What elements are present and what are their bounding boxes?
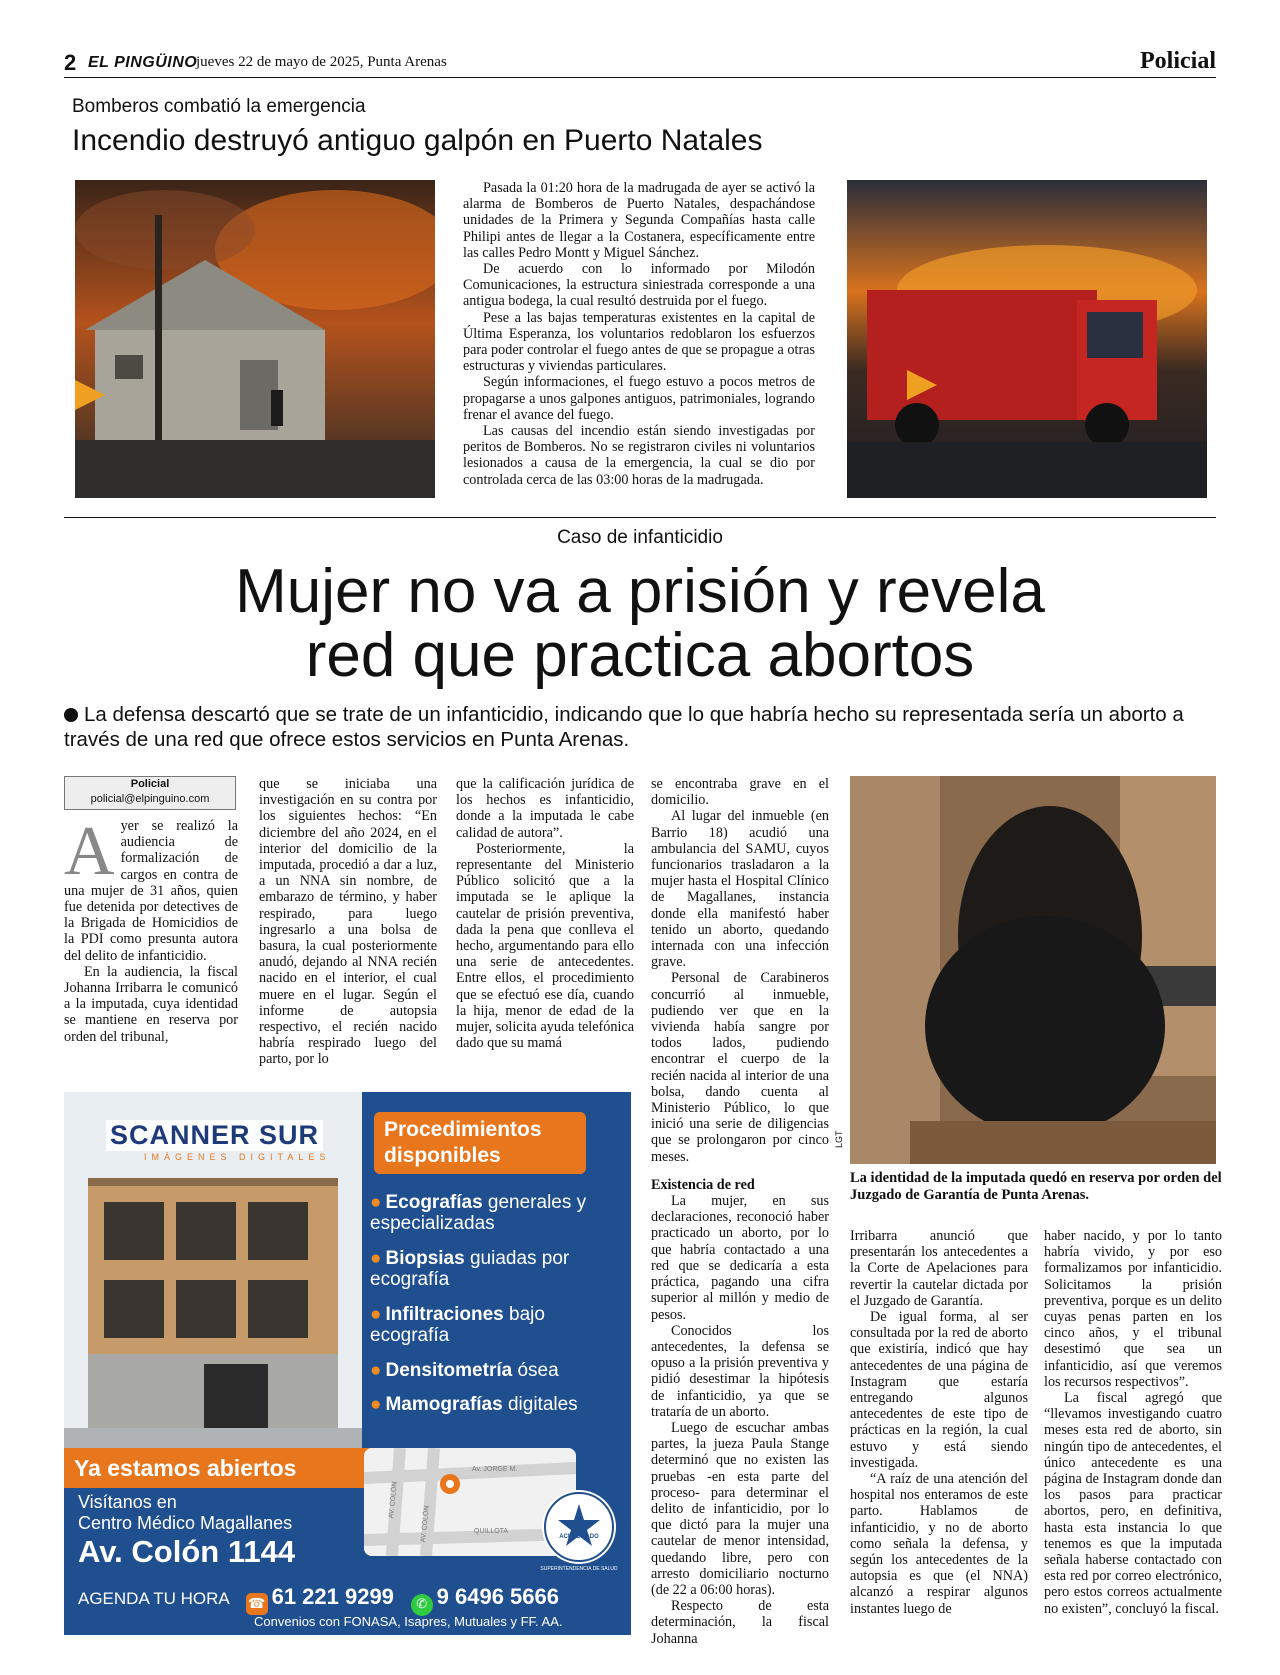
paragraph: Las causas del incendio están siendo investigadas por peritos de Bomberos. No se registraron civiles ni voluntarios lesionados a causa de la emergencia, la cual se dio por controlada cerca de las 03:00 horas de la madrugada.: [463, 423, 815, 488]
byline-email: policial@elpinguino.com: [90, 793, 210, 805]
map-label: QUILLOTA: [474, 1528, 509, 1535]
paragraph: Irribarra anunció que presentarán los antecedentes a la Corte de Apelaciones para revertir la cautelar dictada por el Juzgado de Garantía.: [850, 1228, 1028, 1309]
phone-icon: ☎: [246, 1593, 268, 1615]
visit-line: Visítanos en: [78, 1492, 177, 1512]
bullet-icon: ●: [370, 1248, 382, 1269]
paragraph: yer se realizó la audiencia de formalización de cargos en contra de una mujer de 31 años, quien fue detenida por detectives de la Brigada de Homicidios de la PDI como presunta autora del delito de infanticidio.: [64, 818, 238, 964]
scanner-sur-ad[interactable]: [64, 1092, 631, 1635]
service-name: Mamografías: [385, 1394, 503, 1415]
phone-number[interactable]: 61 221 9299: [271, 1584, 394, 1609]
paragraph: Personal de Carabineros concurrió al inmueble, pudiendo ver que en la vivienda había sangre por todos lados, pudiendo encontrar el cuerpo de la recién nacida al interior de una bolsa, dando cuenta al Ministerio Público, lo que inició una serie de diligencias que se prolongaron por cinco meses.: [651, 970, 829, 1165]
byline-section: Policial: [130, 778, 170, 790]
story2-lead: [64, 702, 1216, 752]
paragraph: Pese a las bajas temperaturas existentes en la capital de Última Esperanza, los voluntarios redoblaron los esfuerzos para poder controlar el fuego antes de que se propague a otras estructuras y viviendas particulares.: [463, 309, 815, 375]
section-title: Policial: [1140, 48, 1216, 74]
paragraph: En la audiencia, la fiscal Johanna Irribarra le comunicó a la imputada, cuya identidad se mantiene en reserva por orden del tribunal,: [64, 963, 238, 1045]
ad-procedures-title: Procedimientos disponibles: [374, 1112, 586, 1174]
page-number: 2: [64, 50, 77, 75]
fire-photo-firetruck: [847, 180, 1207, 498]
whatsapp-icon: ✆: [411, 1594, 433, 1616]
accreditation-seal: [542, 1490, 616, 1564]
paragraph: Posteriormente, la representante del Ministerio Público solicitó que a la imputada se le aplique la cautelar de prisión preventiva, dada la pena que conlleva el hecho, argumentando para ello una serie de antecedentes. Entre ellos, el procedimiento que se efectuó ese día, cuando la hija, menor de edad de la mujer, solicita ayuda telefónica dado que su mamá: [456, 840, 634, 1052]
ad-service-item: [370, 1360, 622, 1381]
story2-column-3: [456, 776, 634, 1051]
story2-column-4: [651, 776, 829, 1647]
service-name: Ecografías: [385, 1192, 483, 1213]
story-divider: [64, 517, 1216, 518]
bullet-icon: ●: [370, 1394, 382, 1415]
service-detail: bajo ecografía: [370, 1304, 545, 1346]
header-rule: [64, 77, 1216, 78]
ad-service-item: [370, 1192, 622, 1234]
lead-text: La defensa descartó que se trate de un infanticidio, indicando que lo que habría hecho su representada sería un aborto a través de una red que ofrece estos servicios en Punta Arenas.: [64, 703, 1184, 751]
ad-agenda: [78, 1584, 559, 1616]
paragraph: Según informaciones, el fuego estuvo a pocos metros de propagarse a unos galpones antiguos, patrimoniales, logrando frenar el avance del fuego.: [463, 374, 815, 423]
paragraph: se encontraba grave en el domicilio.: [651, 776, 829, 809]
ad-logo: SCANNER SUR: [106, 1120, 323, 1151]
paragraph: Al lugar del inmueble (en Barrio 18) acudió una ambulancia del SAMU, cuyos funcionarios trasladaron a la mujer hasta el Hospital Clínico de Magallanes, instancia donde ella manifestó haber tenido un aborto, quedando internada con una infección grave.: [651, 808, 829, 971]
fire-photo-warehouse: [75, 180, 435, 498]
story2-kicker: Caso de infanticidio: [557, 527, 723, 548]
ad-building-area: [64, 1092, 362, 1458]
photo-caption: La identidad de la imputada quedó en reserva por orden del Juzgado de Garantía de Punta Arenas.: [850, 1170, 1222, 1203]
service-name: Biopsias: [385, 1248, 465, 1269]
visit-line: Centro Médico Magallanes: [78, 1513, 293, 1533]
paragraph: De acuerdo con lo informado por Milodón Comunicaciones, la estructura siniestrada corresponde a una antigua bodega, la cual resultó destruida por el fuego.: [463, 261, 815, 310]
subheading: Existencia de red: [651, 1176, 755, 1193]
story2-column-5: [850, 1228, 1028, 1617]
story1-title: Incendio destruyó antiguo galpón en Puerto Natales: [72, 124, 763, 157]
whatsapp-number[interactable]: 9 6496 5666: [436, 1584, 559, 1609]
newspaper-logo: EL PINGÜINO: [88, 54, 198, 71]
paragraph: La fiscal agregó que “llevamos investigando cuatro meses esta red de aborto, sin ningún tipo de antecedentes, el único antecedente es una página de Instagram donde dan los pasos para practicar abortos, pero, en definitiva, hasta esta instancia lo que tenemos es que la imputada señala haberse contactado con esta red por correo electrónico, pero estos correos actualmente no existen”, concluyó la fiscal.: [1044, 1390, 1222, 1617]
map-label: AV. COLÓN: [420, 1505, 431, 1543]
agenda-label: AGENDA TU HORA: [78, 1589, 229, 1608]
story1-kicker: Bomberos combatió la emergencia: [72, 96, 366, 117]
photo-credit: LGT: [834, 1130, 844, 1148]
paragraph: haber nacido, y por lo tanto habría vivido, y por eso formalizamos por infanticidio. Solicitamos la prisión preventiva, porque es un delito cuyas penas parten en los cinco años, y el tribunal desestimó que sea un infanticidio, así que veremos los recursos respectivos”.: [1044, 1228, 1222, 1390]
paragraph: Respecto de esta determinación, la fiscal Johanna: [651, 1598, 829, 1647]
byline-box: [64, 776, 236, 810]
service-detail: ósea: [512, 1360, 559, 1381]
courtroom-photo: [850, 776, 1216, 1164]
paragraph: que la calificación jurídica de los hechos es infanticidio, donde a la imputada le cabe calidad de autora”.: [456, 776, 634, 841]
title-line: red que practica abortos: [305, 621, 975, 690]
ad-service-item: [370, 1248, 622, 1290]
story2-column-1: [64, 813, 238, 1045]
ad-visit: [78, 1492, 292, 1534]
drop-cap: A: [64, 813, 115, 890]
paragraph: “A raíz de una atención del hospital nos enteramos de este parto. Hablamos de infanticidio, y no de aborto como señala la defensa, y según los antecedentes de la autopsia es que (el NNA) alcanzó a respirar algunos instantes luego de: [850, 1471, 1028, 1617]
map-label: AV. COLÓN: [388, 1481, 399, 1519]
service-detail: guiadas por ecografía: [370, 1248, 570, 1290]
bullet-icon: ●: [370, 1192, 382, 1213]
date-line: jueves 22 de mayo de 2025, Punta Arenas: [196, 54, 447, 70]
story2-title: [60, 557, 1220, 690]
service-name: Densitometría: [385, 1360, 513, 1381]
bullet-icon: ●: [370, 1304, 382, 1325]
story2-column-6: [1044, 1228, 1222, 1617]
paragraph: Pasada la 01:20 hora de la madrugada de ayer se activó la alarma de Bomberos de Puerto Natales, despachándose unidades de la Primera y Segunda Compañías hasta calle Philipi antes de llegar a la Costanera, específicamente entre las calles Pedro Montt y Miguel Sánchez.: [463, 180, 815, 261]
ad-service-item: [370, 1304, 622, 1346]
paragraph: Luego de escuchar ambas partes, la jueza Paula Stange determinó que no existen las pruebas -en esta parte del proceso- para determinar el delito de infanticidio, por lo que dictó para la mujer una cautelar de menor intensidad, quedando libre, pero con arresto domiciliario nocturno (de 22 a 06:00 horas).: [651, 1419, 829, 1598]
map-label: Av. JORGE M.: [472, 1466, 518, 1473]
ad-address: Av. Colón 1144: [78, 1534, 296, 1569]
bullet-icon: ●: [370, 1360, 382, 1381]
service-name: Infiltraciones: [385, 1304, 504, 1325]
paragraph: De igual forma, al ser consultada por la red de aborto que existiría, indicó que hay antecedentes de una página de Instagram que estaría entregando algunos antecedentes de este tipo de prácticas en la región, la cual estuvo y está siendo investigada.: [850, 1309, 1028, 1471]
seal-org: SUPERINTENDENCIA DE SALUD: [540, 1566, 618, 1572]
seal-text: ACREDITADO: [559, 1534, 599, 1540]
ad-logo-subtitle: IMÁGENES DIGITALES: [144, 1152, 331, 1162]
story1-body: [463, 180, 815, 488]
title-line: Mujer no va a prisión y revela: [235, 557, 1045, 626]
paragraph: que se iniciaba una investigación en su contra por los siguientes hechos: “En diciembre del año 2024, en el interior del domicilio de la imputada, procedió a dar a luz, a un NNA sin nombre, de embarazo de término, y haber respirado, para luego ingresarlo a una bolsa de basura, la cual posteriormente anudó, dejando al NNA recién nacido en el interior, el cual muere en el lugar. Según el informe de autopsia respectivo, el recién nacido habría respirado luego del parto, por lo: [259, 776, 437, 1068]
bullet-icon: [64, 708, 78, 722]
paragraph: Conocidos los antecedentes, la defensa se opuso a la prisión preventiva y pidió desestimar la hipótesis de infanticidio, ya que se trataría de un aborto.: [651, 1322, 829, 1420]
ad-agreements: Convenios con FONASA, Isapres, Mutuales y FF. AA.: [254, 1614, 563, 1629]
service-detail: generales y especializadas: [370, 1192, 587, 1234]
service-detail: digitales: [502, 1394, 578, 1415]
ad-open-banner: Ya estamos abiertos: [64, 1448, 374, 1488]
ad-service-item: [370, 1394, 622, 1415]
story2-column-2: [259, 776, 437, 1068]
paragraph: La mujer, en sus declaraciones, reconoció haber practicado un aborto, por lo que habría contactado a una red que se dedicaría a esta práctica, pagando una cifra superior al millón y medio de pesos.: [651, 1193, 829, 1323]
